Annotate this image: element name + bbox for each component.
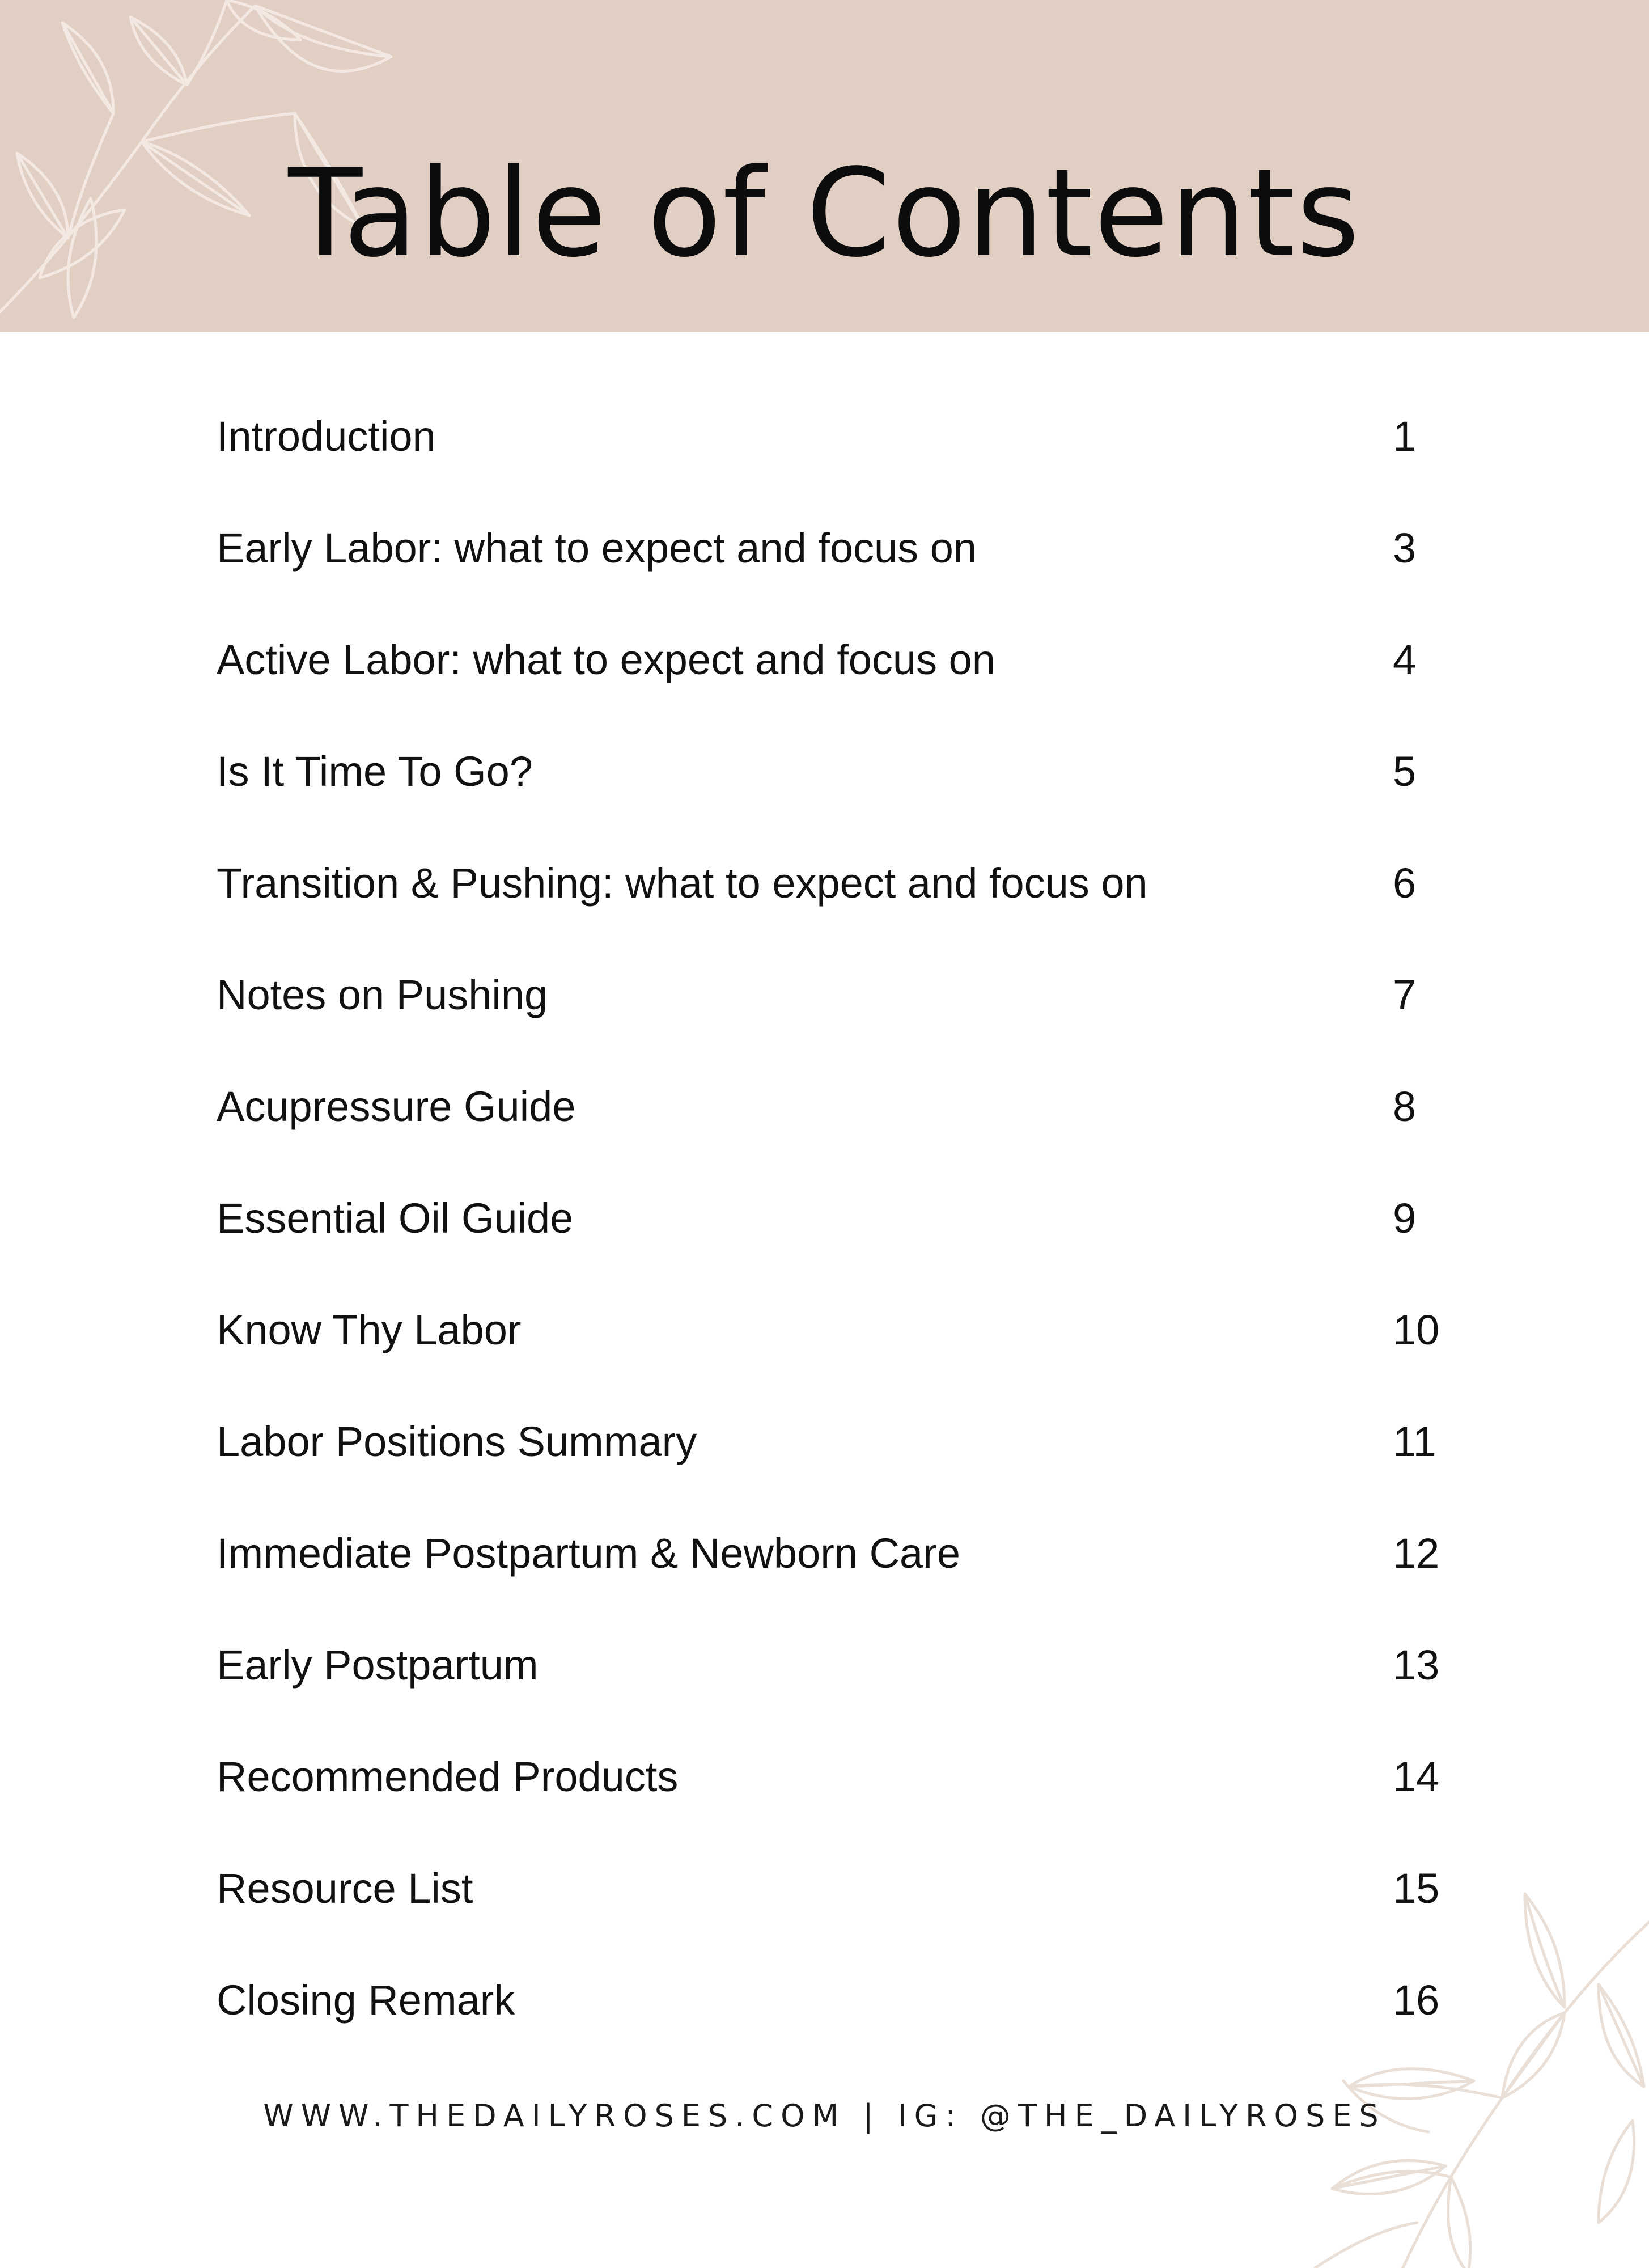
toc-entry-early-labor[interactable] <box>217 514 1486 626</box>
toc-entry-title: Closing Remark <box>217 1977 515 2024</box>
toc-entry-notes-on-pushing[interactable] <box>217 961 1486 1073</box>
toc-entry-page-number: 6 <box>1393 860 1417 907</box>
toc-entry-title: Resource List <box>217 1865 473 1912</box>
toc-entry-acupressure-guide[interactable] <box>217 1073 1486 1184</box>
toc-entry-introduction[interactable] <box>217 403 1486 514</box>
toc-entry-title: Acupressure Guide <box>217 1083 576 1130</box>
toc-entry-title: Labor Positions Summary <box>217 1418 697 1465</box>
toc-entry-recommended-products[interactable] <box>217 1743 1486 1855</box>
toc-entry-title: Recommended Products <box>217 1753 679 1800</box>
toc-entry-title: Early Labor: what to expect and focus on <box>217 524 977 572</box>
toc-entry-page-number: 9 <box>1393 1195 1417 1242</box>
toc-entry-title: Know Thy Labor <box>217 1306 522 1353</box>
toc-entry-title: Early Postpartum <box>217 1641 539 1689</box>
toc-list <box>217 403 1486 2078</box>
page-title: Table of Contents <box>288 143 1361 284</box>
toc-entry-early-postpartum[interactable] <box>217 1631 1486 1743</box>
header-band <box>0 0 1649 332</box>
toc-entry-page-number: 15 <box>1393 1865 1440 1912</box>
leaf-branch-icon <box>1281 1882 1649 2268</box>
toc-entry-title: Introduction <box>217 413 436 460</box>
toc-entry-page-number: 4 <box>1393 636 1417 683</box>
toc-entry-title: Is It Time To Go? <box>217 748 533 795</box>
toc-entry-active-labor[interactable] <box>217 626 1486 738</box>
toc-entry-labor-positions-summary[interactable] <box>217 1408 1486 1520</box>
toc-entry-know-thy-labor[interactable] <box>217 1296 1486 1408</box>
footer-website-instagram: WWW.THEDAILYROSES.COM | IG: @THE_DAILYROSES <box>263 2098 1386 2134</box>
toc-entry-title: Immediate Postpartum & Newborn Care <box>217 1530 960 1577</box>
toc-entry-page-number: 16 <box>1393 1977 1440 2024</box>
toc-entry-page-number: 10 <box>1393 1306 1440 1353</box>
toc-entry-title: Notes on Pushing <box>217 971 548 1018</box>
toc-entry-essential-oil-guide[interactable] <box>217 1184 1486 1296</box>
toc-entry-page-number: 7 <box>1393 971 1417 1018</box>
toc-entry-page-number: 12 <box>1393 1530 1440 1577</box>
toc-entry-transition-pushing[interactable] <box>217 849 1486 961</box>
toc-entry-time-to-go[interactable] <box>217 738 1486 849</box>
toc-entry-page-number: 11 <box>1393 1418 1436 1465</box>
toc-entry-page-number: 5 <box>1393 748 1417 795</box>
toc-entry-title: Essential Oil Guide <box>217 1195 574 1242</box>
toc-entry-immediate-postpartum[interactable] <box>217 1520 1486 1631</box>
toc-entry-page-number: 13 <box>1393 1641 1440 1689</box>
toc-entry-page-number: 1 <box>1393 413 1417 460</box>
toc-entry-page-number: 8 <box>1393 1083 1417 1130</box>
toc-entry-title: Active Labor: what to expect and focus on <box>217 636 995 683</box>
toc-entry-title: Transition & Pushing: what to expect and focus on <box>217 860 1148 907</box>
toc-entry-page-number: 3 <box>1393 524 1417 572</box>
toc-entry-page-number: 14 <box>1393 1753 1440 1800</box>
